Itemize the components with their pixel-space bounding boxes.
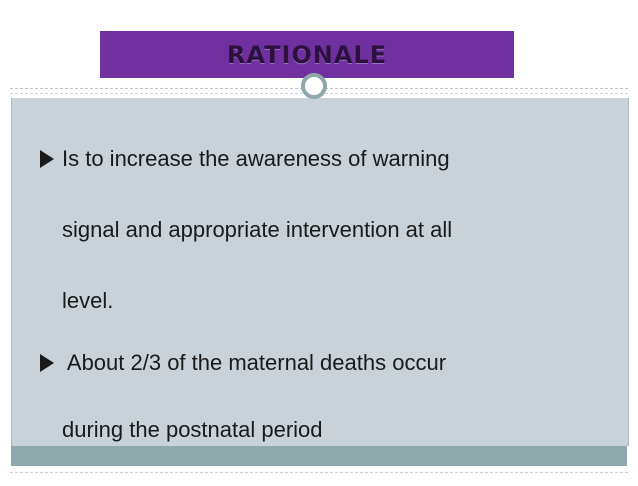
bullet-item-2 (38, 348, 598, 486)
bullet-2-line-2: during the postnatal period (62, 417, 323, 442)
bullet-item-1 (38, 144, 598, 357)
title-box (100, 31, 514, 78)
triangle-bullet-icon (40, 354, 54, 372)
ring-ornament-icon (301, 73, 327, 99)
slide-title: RATIONALE (226, 40, 388, 69)
bullet-1-line-3: level. (62, 288, 114, 313)
bullet-1-line-1: Is to increase the awareness of warning (62, 146, 450, 171)
triangle-bullet-icon (40, 150, 54, 168)
bullet-2-line-1: About 2/3 of the maternal deaths occur (62, 350, 447, 375)
bullet-1-line-2: signal and appropriate intervention at all (62, 217, 453, 242)
